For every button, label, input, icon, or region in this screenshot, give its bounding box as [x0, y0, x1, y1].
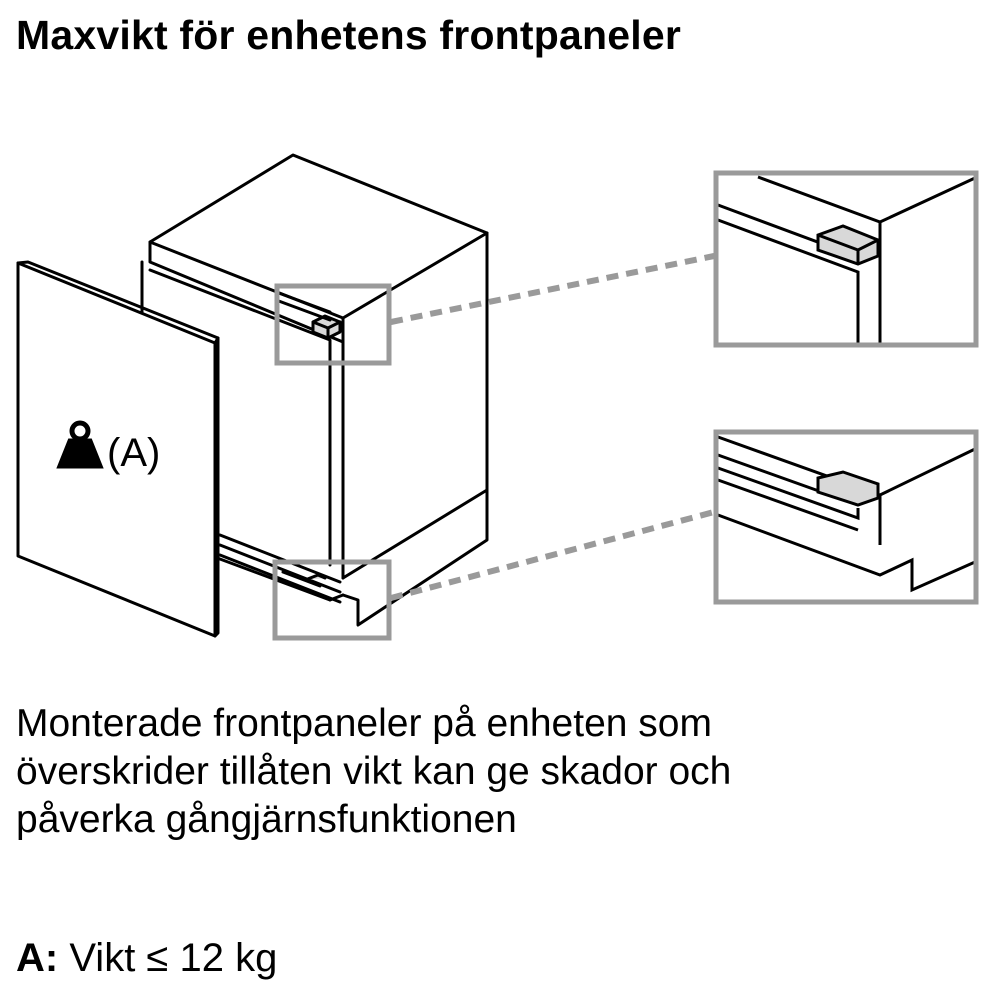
page-title: Maxvikt för enhetens frontpaneler	[16, 12, 682, 58]
detail-inset-bottom	[716, 432, 976, 602]
warning-description	[16, 700, 976, 844]
detail-inset-top	[716, 173, 976, 345]
legend-value: Vikt ≤ 12 kg	[69, 936, 278, 980]
description-line: påverka gångjärnsfunktionen	[16, 798, 517, 841]
description-line: överskrider tillåten vikt kan ge skador och	[16, 750, 732, 793]
panel-weight-label: (A)	[107, 431, 161, 475]
leader-line-top	[391, 256, 714, 322]
legend-key: A:	[16, 936, 59, 980]
leader-line-bottom	[391, 512, 714, 598]
weight-legend	[16, 932, 277, 984]
description-line: Monterade frontpaneler på enheten som	[16, 702, 712, 745]
